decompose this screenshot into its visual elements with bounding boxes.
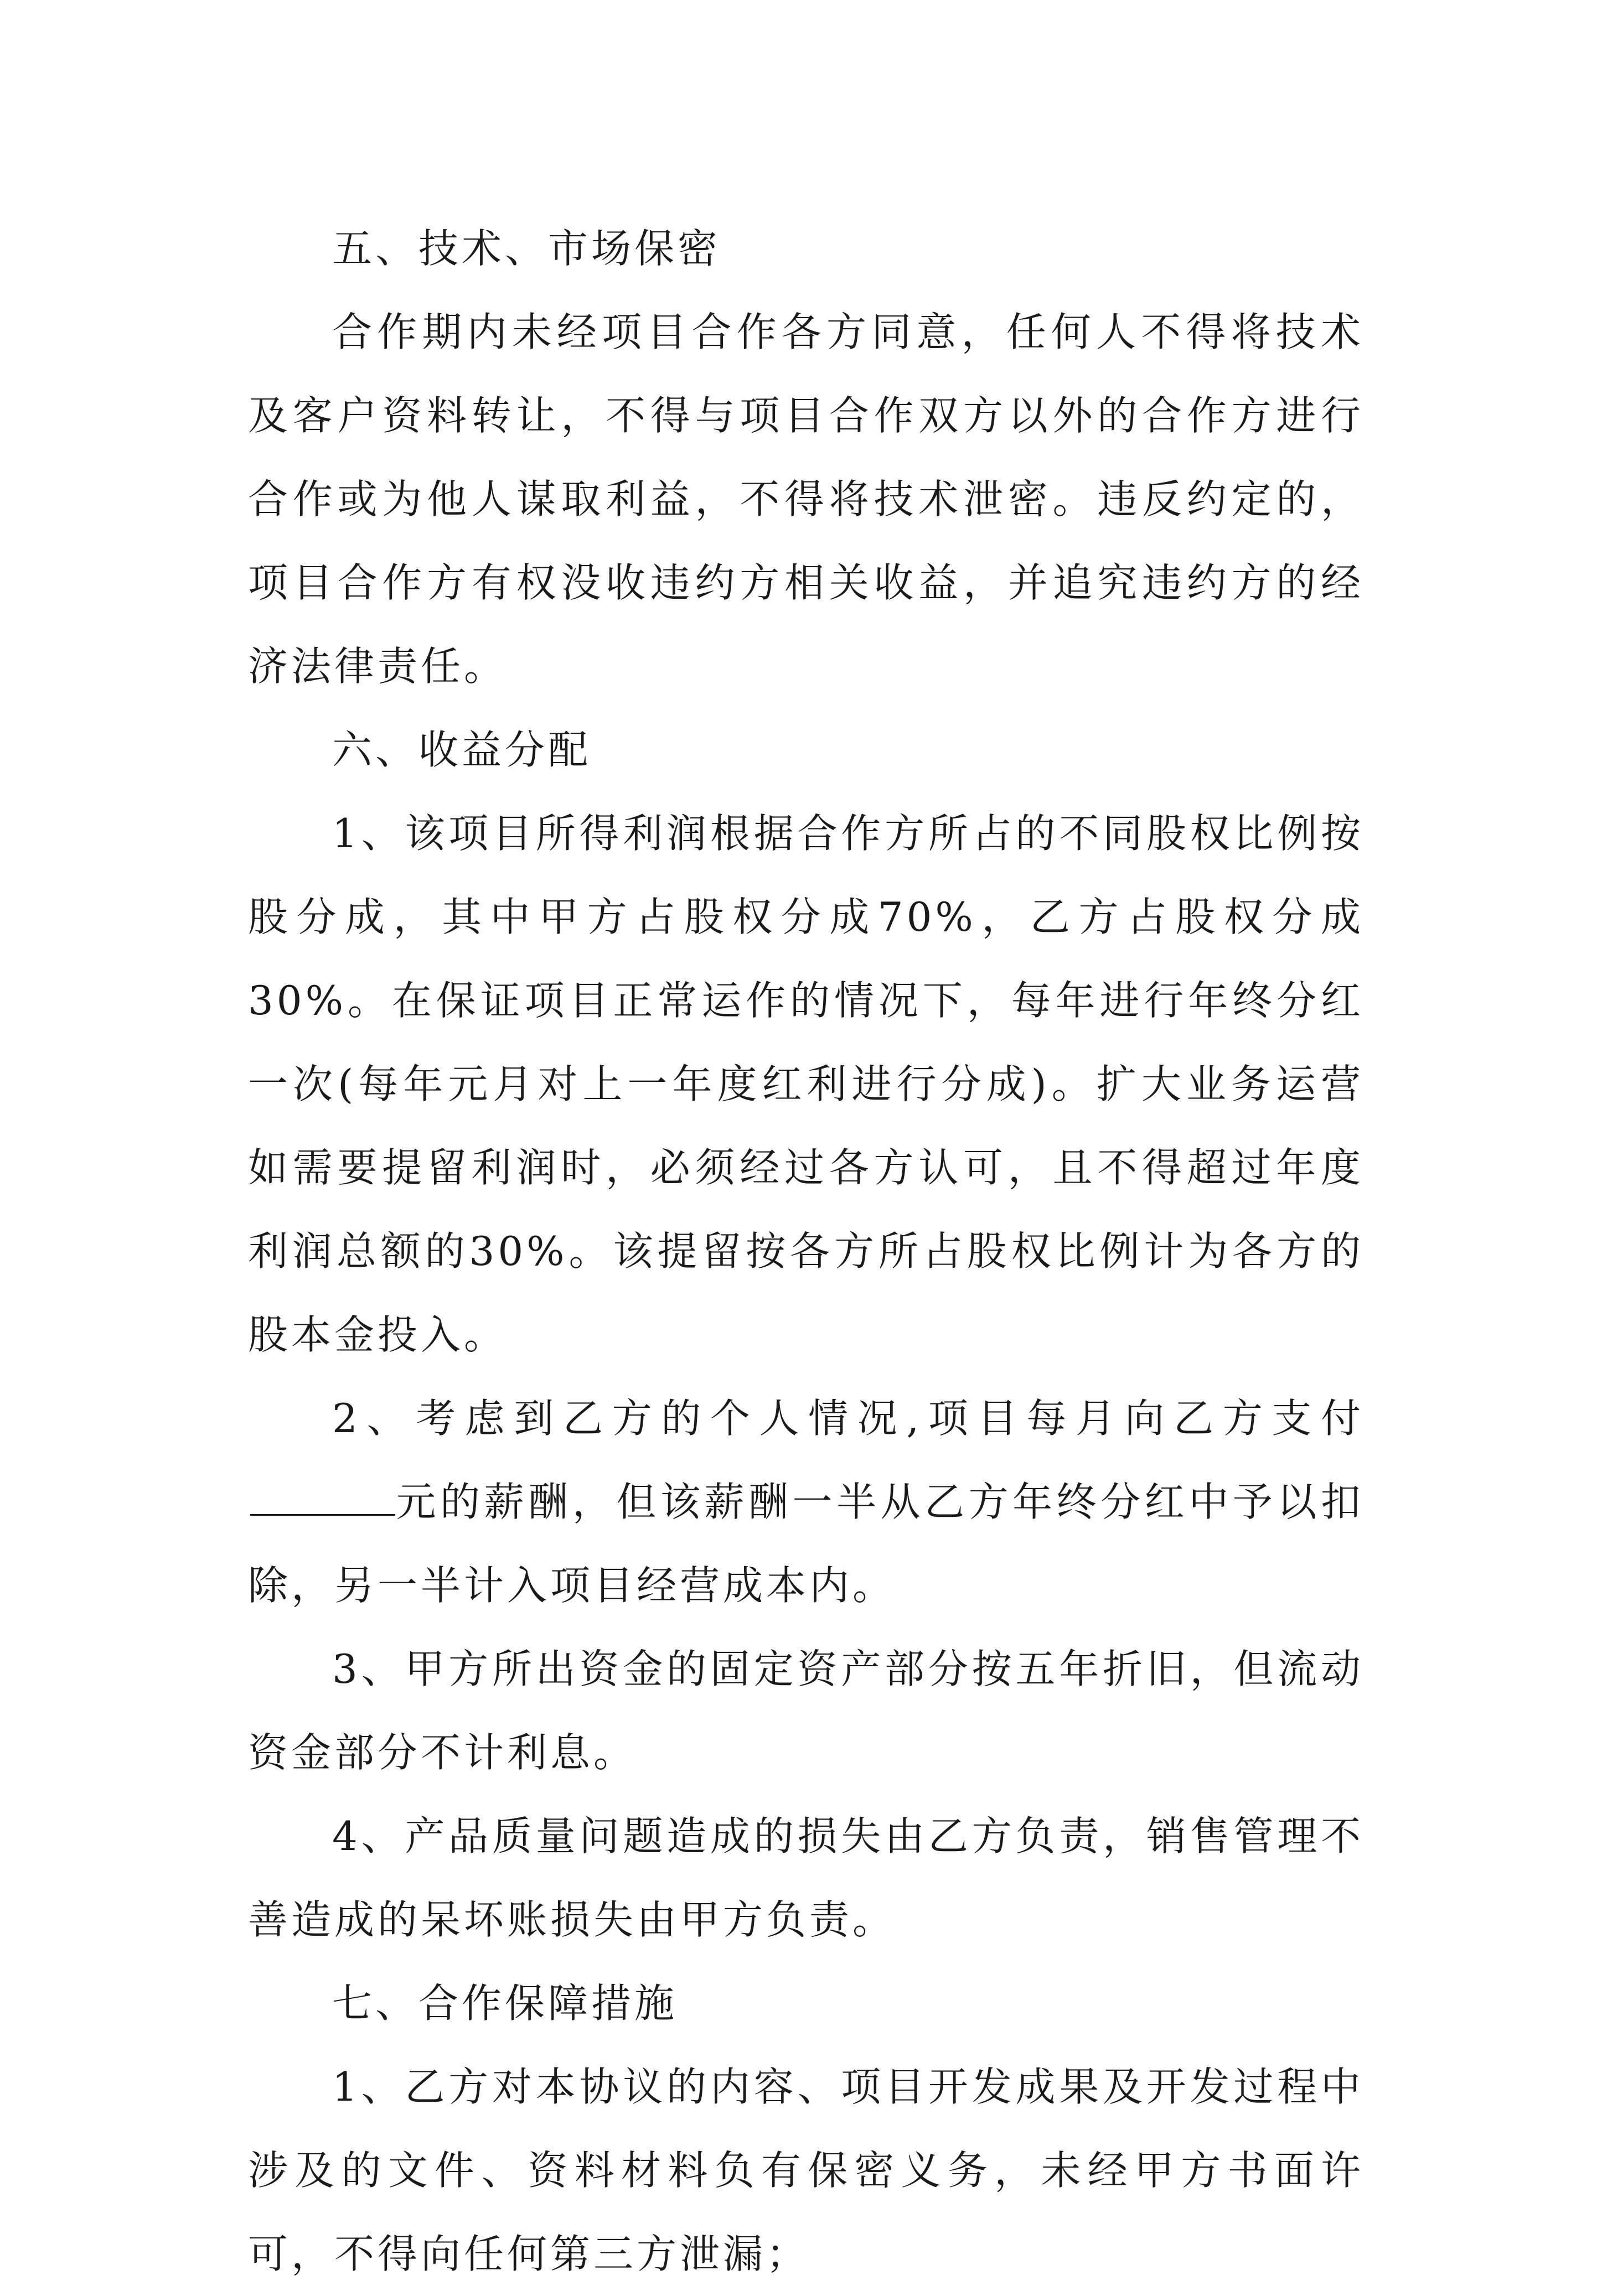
body-paragraph: 合作期内未经项目合作各方同意，任何人不得将技术及客户资料转让，不得与项目合作双方以外的合作方进行合作或为他人谋取利益，不得将技术泄密。违反约定的，项目合作方有权没收违约方相关收益，并追究违约方的经济法律责任。 xyxy=(248,309,1364,690)
body-paragraph: 1、该项目所得利润根据合作方所占的不同股权比例按股分成，其中甲方占股权分成70%，乙方占股权分成30%。在保证项目正常运作的情况下，每年进行年终分红一次(每年元月对上一年度红利进行分成)。扩大业务运营如需要提留利润时，必须经过各方认可，且不得超过年度利润总额的30%。该提留按各方所占股权比例计为各方的股本金投入。 xyxy=(248,810,1364,1358)
section-heading: 七、合作保障措施 xyxy=(332,1980,678,2027)
paragraph-text-before-blank: 2、考虑到乙方的个人情况,项目每月向乙方支付 xyxy=(332,1395,1364,1442)
section-heading: 六、收益分配 xyxy=(332,727,592,773)
body-paragraph: 4、产品质量问题造成的损失由乙方负责，销售管理不善造成的呆坏账损失由甲方负责。 xyxy=(248,1813,1364,1943)
body-paragraph: 3、甲方所出资金的固定资产部分按五年折旧，但流动资金部分不计利息。 xyxy=(248,1646,1364,1776)
paragraph-text-after-blank: 元的薪酬，但该薪酬一半从乙方年终分红中予以扣除，另一半计入项目经营成本内。 xyxy=(248,1479,1364,1609)
section-heading: 五、技术、市场保密 xyxy=(332,225,721,272)
fill-in-blank xyxy=(250,1481,395,1516)
body-paragraph xyxy=(248,1377,1364,1628)
body-paragraph: 1、乙方对本协议的内容、项目开发成果及开发过程中涉及的文件、资料材料负有保密义务，未经甲方书面许可，不得向任何第三方泄漏； xyxy=(248,2064,1364,2277)
document-body xyxy=(248,207,1364,2296)
